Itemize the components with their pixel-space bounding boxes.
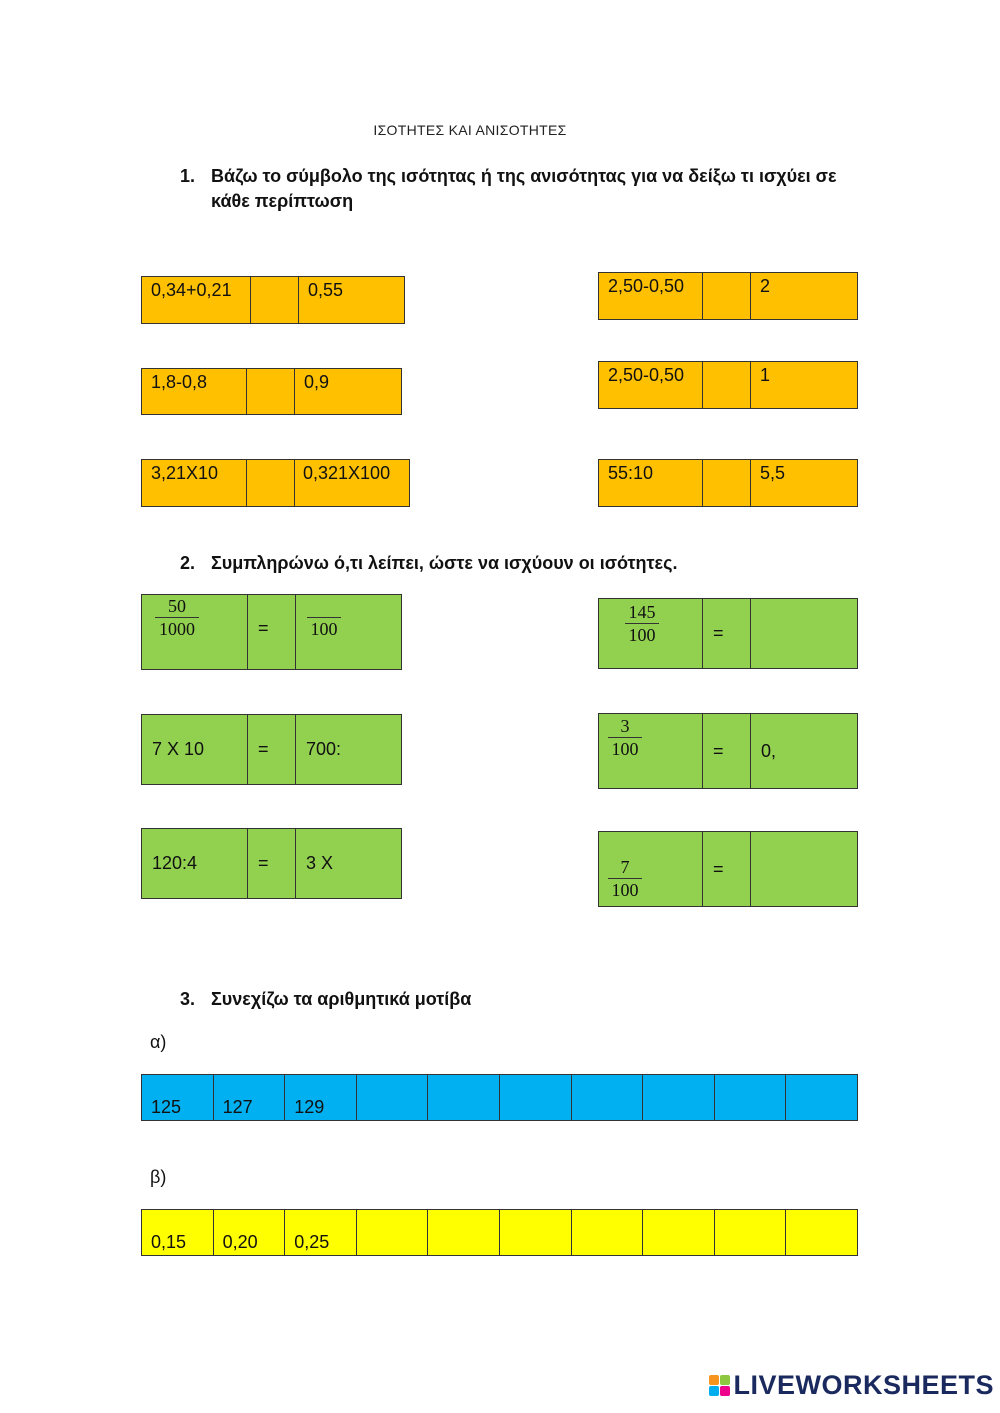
fraction bbox=[625, 602, 659, 646]
question-1 bbox=[180, 164, 851, 214]
comparison-right: 0,55 bbox=[308, 280, 344, 300]
symbol-input[interactable] bbox=[703, 273, 751, 319]
symbol-input[interactable] bbox=[247, 460, 295, 506]
pattern-input[interactable] bbox=[357, 1075, 429, 1120]
question-3-number: 3. bbox=[180, 989, 196, 1009]
comparison-box bbox=[141, 368, 402, 415]
comparison-right: 2 bbox=[760, 276, 771, 296]
equation-right[interactable]: 0, bbox=[761, 740, 777, 761]
equals-sign: = bbox=[248, 715, 296, 784]
equation-left bbox=[599, 714, 703, 788]
pattern-cell: 0,20 bbox=[214, 1210, 286, 1255]
comparison-left: 1,8-0,8 bbox=[142, 369, 247, 414]
question-3 bbox=[180, 987, 851, 1012]
answer-input[interactable] bbox=[751, 832, 857, 906]
symbol-input[interactable] bbox=[703, 460, 751, 506]
pattern-cell: 127 bbox=[214, 1075, 286, 1120]
denominator: 1000 bbox=[159, 619, 195, 639]
equals-sign: = bbox=[703, 832, 751, 906]
pattern-input[interactable] bbox=[786, 1075, 857, 1120]
comparison-box bbox=[598, 272, 858, 320]
brand-name: LIVEWORKSHEETS bbox=[733, 1370, 994, 1400]
equals-sign: = bbox=[248, 595, 296, 669]
fraction bbox=[608, 716, 642, 760]
pattern-input[interactable] bbox=[643, 1210, 715, 1255]
worksheet-title: ΙΣΟΤΗΤΕΣ ΚΑΙ ΑΝΙΣΟΤΗΤΕΣ bbox=[373, 122, 567, 138]
pattern-input[interactable] bbox=[500, 1075, 572, 1120]
comparison-left: 2,50-0,50 bbox=[599, 362, 703, 408]
equals-sign: = bbox=[703, 599, 751, 668]
equation-box bbox=[598, 713, 858, 789]
denominator: 100 bbox=[611, 739, 639, 759]
denominator: 100 bbox=[611, 880, 639, 900]
comparison-left: 3,21X10 bbox=[142, 460, 247, 506]
fraction bbox=[155, 596, 199, 640]
equation-box bbox=[598, 831, 858, 907]
equation-box bbox=[141, 714, 402, 785]
equation-left bbox=[142, 595, 248, 669]
pattern-cell: 0,25 bbox=[285, 1210, 357, 1255]
pattern-a-row bbox=[141, 1074, 858, 1121]
pattern-input[interactable] bbox=[572, 1210, 644, 1255]
symbol-input[interactable] bbox=[703, 362, 751, 408]
comparison-box bbox=[141, 459, 410, 507]
equation-left bbox=[599, 832, 703, 906]
pattern-input[interactable] bbox=[643, 1075, 715, 1120]
equation-right[interactable]: 3 X bbox=[306, 853, 334, 873]
numerator: 3 bbox=[620, 716, 630, 736]
denominator: 100 bbox=[628, 625, 656, 645]
equation-left: 7 X 10 bbox=[142, 715, 248, 784]
comparison-right: 5,5 bbox=[760, 463, 786, 483]
pattern-cell: 129 bbox=[285, 1075, 357, 1120]
pattern-input[interactable] bbox=[357, 1210, 429, 1255]
symbol-input[interactable] bbox=[247, 369, 295, 414]
equation-right[interactable]: 700: bbox=[306, 739, 342, 759]
fraction bbox=[307, 596, 341, 640]
comparison-right: 1 bbox=[760, 365, 771, 385]
comparison-left: 0,34+0,21 bbox=[142, 277, 251, 323]
question-3-text: Συνεχίζω τα αριθμητικά μοτίβα bbox=[211, 989, 472, 1009]
pattern-b-label: β) bbox=[150, 1167, 167, 1187]
pattern-cell: 0,15 bbox=[142, 1210, 214, 1255]
pattern-input[interactable] bbox=[428, 1075, 500, 1120]
symbol-input[interactable] bbox=[251, 277, 299, 323]
pattern-input[interactable] bbox=[786, 1210, 857, 1255]
comparison-right: 0,321X100 bbox=[303, 463, 391, 483]
pattern-a-label: α) bbox=[150, 1032, 167, 1052]
pattern-cell: 125 bbox=[142, 1075, 214, 1120]
question-2 bbox=[180, 551, 851, 576]
numerator: 50 bbox=[168, 596, 186, 616]
equation-left: 120:4 bbox=[142, 829, 248, 898]
equals-sign: = bbox=[248, 829, 296, 898]
question-2-number: 2. bbox=[180, 553, 196, 573]
denominator: 100 bbox=[310, 619, 338, 639]
logo-icon bbox=[709, 1375, 730, 1396]
equals-sign: = bbox=[703, 714, 751, 788]
pattern-input[interactable] bbox=[500, 1210, 572, 1255]
pattern-input[interactable] bbox=[572, 1075, 644, 1120]
equation-right bbox=[296, 595, 401, 669]
equation-left bbox=[599, 599, 703, 668]
equation-box bbox=[141, 594, 402, 670]
equation-box bbox=[141, 828, 402, 899]
comparison-left: 2,50-0,50 bbox=[599, 273, 703, 319]
pattern-input[interactable] bbox=[715, 1210, 787, 1255]
liveworksheets-logo bbox=[709, 1370, 994, 1401]
equation-box bbox=[598, 598, 858, 669]
comparison-box bbox=[598, 361, 858, 409]
pattern-input[interactable] bbox=[428, 1210, 500, 1255]
comparison-right: 0,9 bbox=[304, 372, 330, 392]
comparison-left: 55:10 bbox=[599, 460, 703, 506]
fraction bbox=[608, 857, 642, 901]
question-1-number: 1. bbox=[180, 166, 196, 186]
pattern-input[interactable] bbox=[715, 1075, 787, 1120]
comparison-box bbox=[141, 276, 405, 324]
answer-input[interactable] bbox=[751, 599, 857, 668]
numerator-input[interactable] bbox=[307, 596, 341, 617]
comparison-box bbox=[598, 459, 858, 507]
question-1-text: Βάζω το σύμβολο της ισότητας ή της ανισότητας για να δείξω τι ισχύει σε κάθε περίπτωση bbox=[211, 166, 837, 211]
question-2-text: Συμπληρώνω ό,τι λείπει, ώστε να ισχύουν οι ισότητες. bbox=[211, 553, 678, 573]
numerator: 7 bbox=[620, 857, 630, 877]
numerator: 145 bbox=[628, 602, 656, 622]
pattern-b-row bbox=[141, 1209, 858, 1256]
